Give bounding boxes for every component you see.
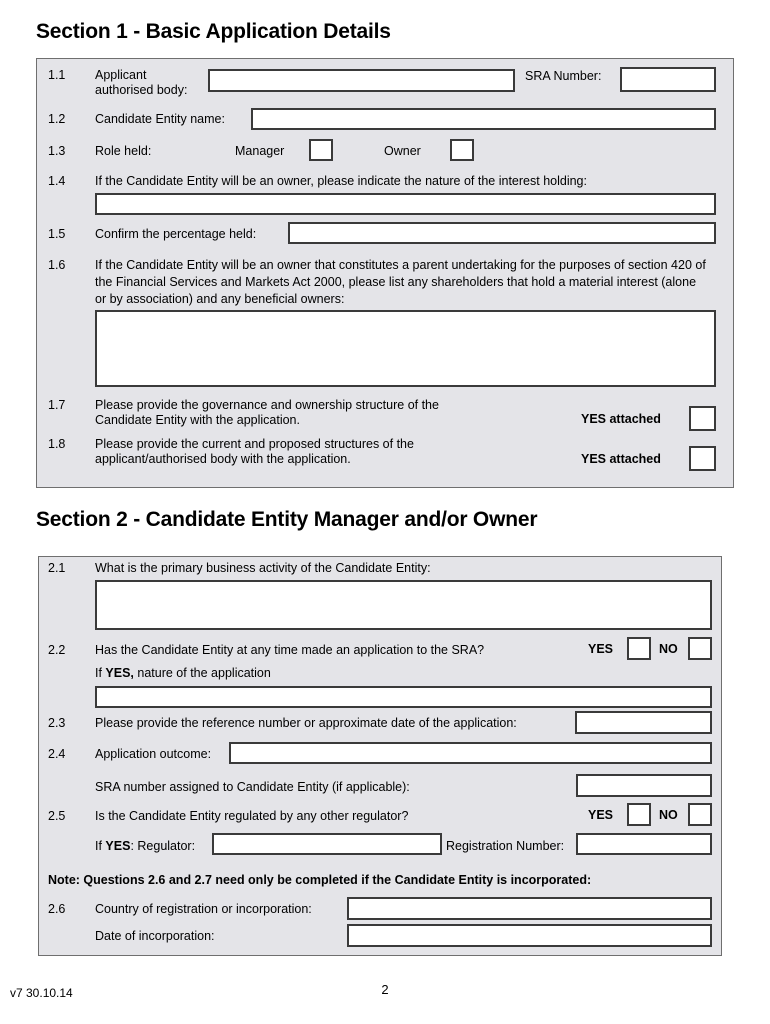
row-number-1-6: 1.6 — [48, 258, 66, 272]
label-sra-number: SRA Number: — [525, 69, 602, 83]
date-of-incorporation-input[interactable] — [347, 924, 712, 947]
checkbox-role-manager[interactable] — [309, 139, 333, 161]
label-yes-2-2: YES — [588, 642, 614, 656]
checkbox-no-2-2[interactable] — [688, 637, 712, 660]
label-if-yes-nature — [95, 665, 271, 681]
label-applicant-line2: authorised body: — [95, 83, 188, 97]
label-if-yes-nature-suffix: nature of the application — [133, 666, 271, 680]
label-prior-application: Has the Candidate Entity at any time made an application to the SRA? — [95, 643, 485, 657]
label-percentage-held: Confirm the percentage held: — [95, 227, 257, 241]
label-proposed-structures-line1: Please provide the current and proposed structures of the — [95, 437, 414, 451]
note-2-6-2-7: Note: Questions 2.6 and 2.7 need only be completed if the Candidate Entity is incorporated: — [48, 873, 592, 887]
row-number-1-3: 1.3 — [48, 144, 66, 158]
checkbox-yes-attached-1-7[interactable] — [689, 406, 716, 431]
registration-number-input[interactable] — [576, 833, 712, 855]
label-yes-attached-1-8: YES attached — [581, 452, 661, 466]
label-interest-holding: If the Candidate Entity will be an owner, please indicate the nature of the interest holding: — [95, 174, 587, 188]
label-if-yes-nature-bold: YES, — [105, 666, 134, 680]
label-yes-2-5: YES — [588, 808, 614, 822]
regulator-input[interactable] — [212, 833, 442, 855]
label-applicant-line1: Applicant — [95, 68, 147, 82]
checkbox-role-owner[interactable] — [450, 139, 474, 161]
footer-page-number: 2 — [381, 982, 389, 997]
parent-undertaking-input[interactable] — [95, 310, 716, 387]
country-of-registration-input[interactable] — [347, 897, 712, 920]
label-if-yes-regulator — [95, 838, 195, 854]
checkbox-no-2-5[interactable] — [688, 803, 712, 826]
label-role-manager: Manager — [235, 144, 285, 158]
label-governance-structure-line2: Candidate Entity with the application. — [95, 413, 300, 427]
label-country-of-registration: Country of registration or incorporation: — [95, 902, 312, 916]
row-number-2-2: 2.2 — [48, 643, 66, 657]
candidate-entity-name-input[interactable] — [251, 108, 716, 130]
row-number-1-8: 1.8 — [48, 437, 66, 451]
label-primary-business-activity: What is the primary business activity of the Candidate Entity: — [95, 561, 431, 575]
label-parent-undertaking: If the Candidate Entity will be an owner that constitutes a parent undertaking for the purposes of section 420 of the Financial Services and Markets Act 2000, please list any shareholders that hold a material interest (alone or by association) and any beneficial owners: — [95, 258, 706, 306]
row-number-1-4: 1.4 — [48, 174, 66, 188]
row-number-2-3: 2.3 — [48, 716, 66, 730]
label-sra-number-assigned: SRA number assigned to Candidate Entity (if applicable): — [95, 780, 410, 794]
checkbox-yes-2-5[interactable] — [627, 803, 651, 826]
footer-version: v7 30.10.14 — [10, 986, 73, 1000]
label-application-outcome: Application outcome: — [95, 747, 212, 761]
label-date-of-incorporation: Date of incorporation: — [95, 929, 215, 943]
checkbox-yes-2-2[interactable] — [627, 637, 651, 660]
label-other-regulator: Is the Candidate Entity regulated by any other regulator? — [95, 809, 409, 823]
label-candidate-entity-name: Candidate Entity name: — [95, 112, 225, 126]
sra-number-input[interactable] — [620, 67, 716, 92]
reference-number-input[interactable] — [575, 711, 712, 734]
label-governance-structure-line1: Please provide the governance and ownership structure of the — [95, 398, 439, 412]
checkbox-yes-attached-1-8[interactable] — [689, 446, 716, 471]
label-role-held: Role held: — [95, 144, 152, 158]
row-number-1-7: 1.7 — [48, 398, 66, 412]
label-if-yes-regulator-suffix: : Regulator: — [130, 839, 196, 853]
row-number-1-5: 1.5 — [48, 227, 66, 241]
label-yes-attached-1-7: YES attached — [581, 412, 661, 426]
label-registration-number: Registration Number: — [446, 839, 565, 853]
row-number-2-1: 2.1 — [48, 561, 66, 575]
row-number-2-4: 2.4 — [48, 747, 66, 761]
label-if-yes-regulator-bold: YES — [105, 839, 131, 853]
section-2-heading: Section 2 - Candidate Entity Manager and/or Owner — [36, 508, 538, 531]
section-1-heading: Section 1 - Basic Application Details — [36, 20, 391, 43]
primary-business-activity-input[interactable] — [95, 580, 712, 630]
row-number-1-1: 1.1 — [48, 68, 66, 82]
interest-holding-input[interactable] — [95, 193, 716, 215]
label-if-yes-nature-prefix: If — [95, 666, 106, 680]
row-number-2-5: 2.5 — [48, 809, 66, 823]
application-outcome-input[interactable] — [229, 742, 712, 764]
percentage-held-input[interactable] — [288, 222, 716, 244]
label-no-2-5: NO — [659, 808, 678, 822]
row-number-2-6: 2.6 — [48, 902, 66, 916]
label-role-owner: Owner — [384, 144, 421, 158]
label-reference-number: Please provide the reference number or approximate date of the application: — [95, 716, 517, 730]
label-no-2-2: NO — [659, 642, 678, 656]
label-if-yes-regulator-prefix: If — [95, 839, 106, 853]
label-proposed-structures-line2: applicant/authorised body with the application. — [95, 452, 351, 466]
row-number-1-2: 1.2 — [48, 112, 66, 126]
applicant-authorised-body-input[interactable] — [208, 69, 515, 92]
nature-of-application-input[interactable] — [95, 686, 712, 708]
sra-number-assigned-input[interactable] — [576, 774, 712, 797]
